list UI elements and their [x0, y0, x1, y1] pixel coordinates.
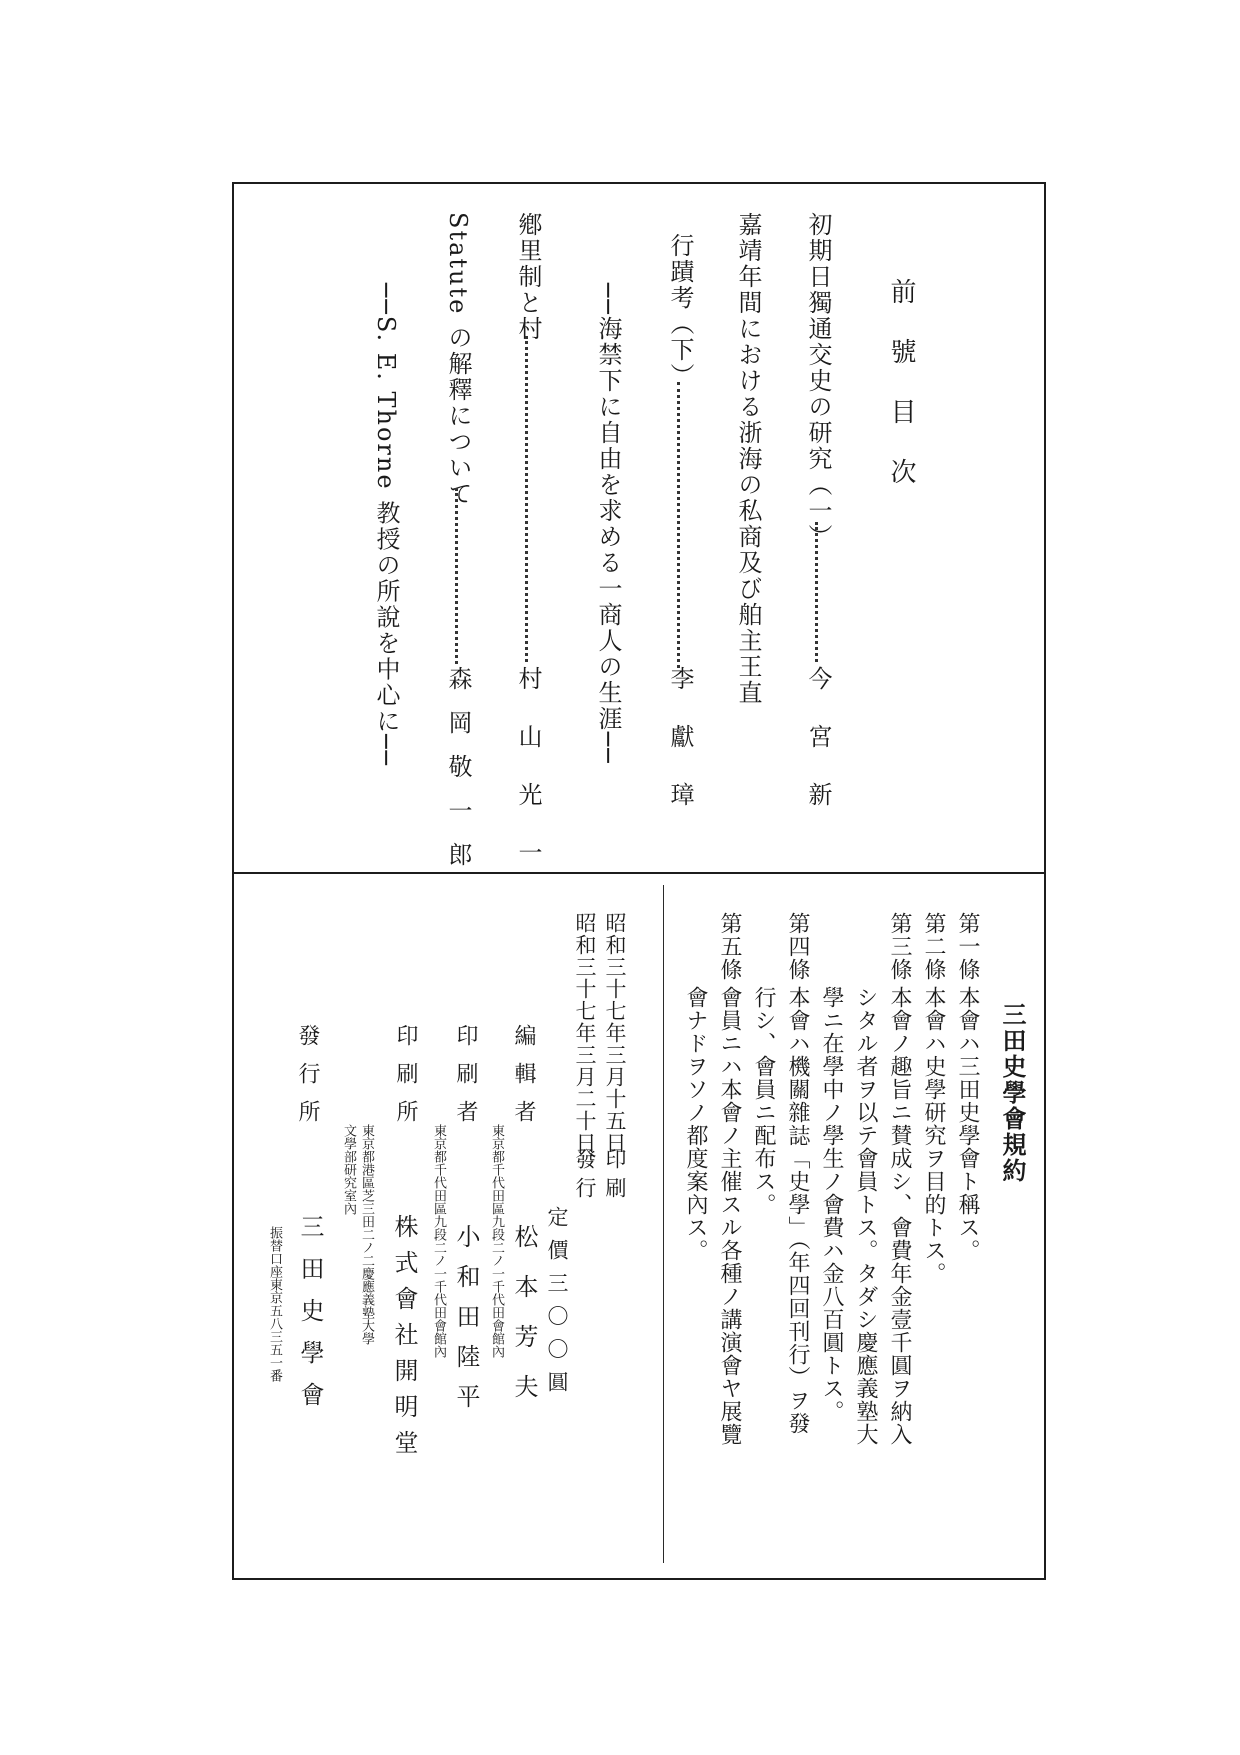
toc-entry-1-title: 初期日獨通交史の研究（一） — [804, 212, 832, 550]
issued-date: 昭和三十七年三月二十日 — [573, 912, 597, 1154]
rule-4-text-line2: 行シ、會員ニ配布ス。 — [751, 986, 776, 1216]
rule-5-text-line1: 會員ニハ本會ノ主催スル各種ノ講演會ヤ展覽 — [717, 986, 742, 1446]
rule-4-label: 第四條 — [785, 912, 810, 981]
rule-3-text-line3: 學ニ在學中ノ學生ノ會費ハ金八百圓トス。 — [819, 986, 844, 1423]
toc-entry-2-title-line2: 行蹟考（下） — [666, 233, 694, 389]
rule-5-text-line2: 會ナドヲソノ都度案內ス。 — [683, 986, 708, 1262]
printed-label: 印刷 — [603, 1148, 627, 1206]
rule-1-label: 第一條 — [955, 912, 980, 981]
press-name: 株式會社開明堂 — [390, 1214, 418, 1466]
printer-address: 東京都千代田區九段二ノ一千代田會館內 — [431, 1124, 446, 1358]
printed-date: 昭和三十七年三月十五日 — [603, 912, 627, 1154]
toc-entry-1-author: 今宮新 — [804, 666, 832, 840]
publisher-name: 三田史學會 — [296, 1214, 324, 1424]
toc-entry-4-title: Statute の解釋について — [444, 212, 472, 507]
editor-label: 編輯者 — [511, 1024, 536, 1138]
toc-leader-1 — [815, 522, 818, 662]
rule-1-text: 本會ハ三田史學會ト稱ス。 — [955, 986, 980, 1262]
publisher-address-line1: 東京都港區芝三田二ノ二慶應義塾大學 — [359, 1124, 374, 1345]
rule-3-text-line2: シタル者ヲ以テ會員トス。タダシ慶應義塾大 — [853, 986, 878, 1446]
press-label: 印刷所 — [393, 1024, 418, 1138]
toc-entry-3-author: 村山光一 — [514, 666, 542, 898]
publisher-label: 發行所 — [295, 1024, 320, 1138]
publisher-address-line2: 文學部研究室內 — [341, 1124, 356, 1215]
colophon-divider — [663, 885, 664, 1563]
page-frame — [232, 182, 1046, 1580]
rule-4-text-line1: 本會ハ機關雜誌「史學」（年四回刊行）ヲ發 — [785, 986, 810, 1435]
postal-account: 振替口座東京五八三五一番 — [267, 1226, 282, 1382]
rule-3-label: 第三條 — [887, 912, 912, 981]
toc-entry-2-title-line1: 嘉靖年間における浙海の私商及び舶主王直 — [734, 212, 762, 706]
toc-entry-2-subtitle: ──海禁下に自由を求める一商人の生涯── — [594, 283, 622, 765]
editor-address: 東京都千代田區九段二ノ一千代田會館內 — [489, 1124, 504, 1358]
price: 定價三〇〇圓 — [545, 1206, 569, 1404]
section-divider — [232, 872, 1046, 874]
printer-label: 印刷者 — [453, 1024, 478, 1138]
toc-leader-2 — [677, 382, 680, 668]
toc-leader-4 — [455, 488, 458, 664]
toc-entry-2-author: 李獻璋 — [666, 666, 694, 840]
printer-name: 小和田陸平 — [452, 1224, 480, 1424]
toc-entry-4-subtitle: ──S. E. Thorne 教授の所說を中心に── — [372, 283, 400, 768]
toc-entry-3-title: 鄕里制と村 — [514, 212, 542, 342]
rules-title: 三田史學會規約 — [998, 1002, 1027, 1184]
issued-label: 發行 — [573, 1148, 597, 1206]
editor-name: 松本芳夫 — [510, 1224, 538, 1424]
rule-2-label: 第二條 — [921, 912, 946, 981]
rule-5-label: 第五條 — [717, 912, 742, 981]
toc-leader-3 — [525, 336, 528, 662]
toc-entry-4-author: 森岡敬一郎 — [444, 666, 472, 886]
toc-title: 前號目次 — [886, 278, 916, 518]
rule-3-text-line1: 本會ノ趣旨ニ賛成シ、會費年金壹千圓ヲ納入 — [887, 986, 912, 1446]
rule-2-text: 本會ハ史學研究ヲ目的トス。 — [921, 986, 946, 1285]
